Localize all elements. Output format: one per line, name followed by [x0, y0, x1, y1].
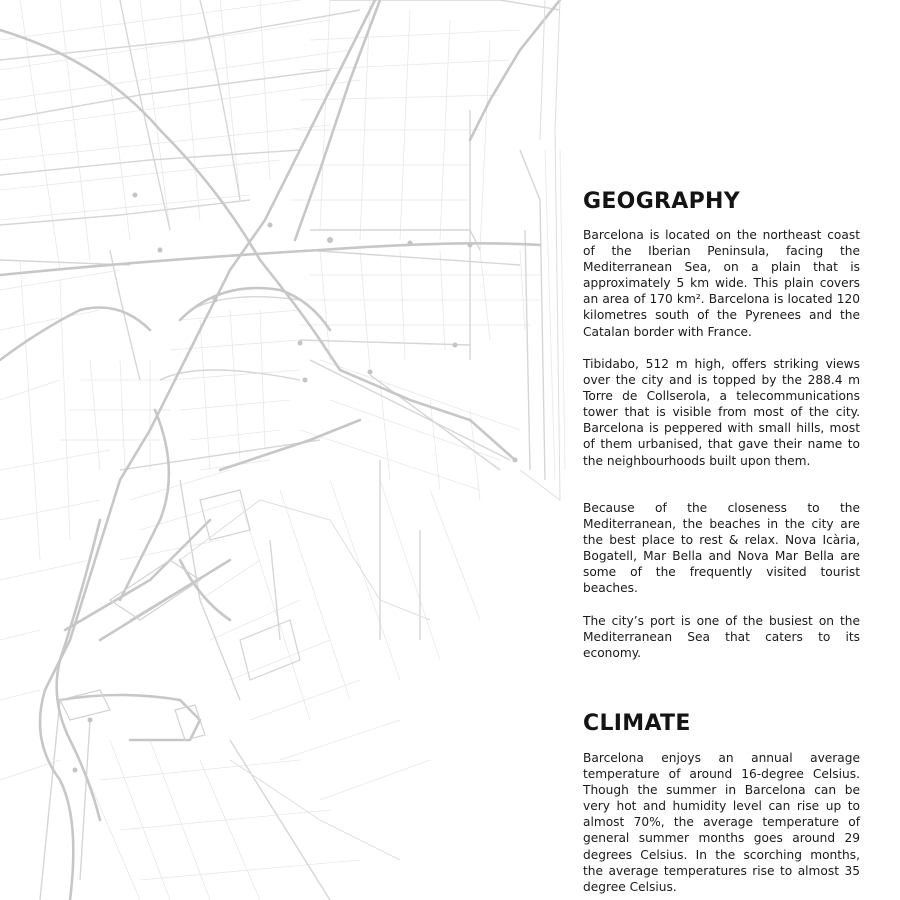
- climate-paragraph: Barcelona enjoys an annual average temperature of around 16-degree Celsius. Though the summer in Barcelona can be very hot and humidity level can rise up to almost 70%, the average temperature of general summer months goes around 29 degrees Celsius. In the scorching months, the average temperatures rise to almost 35 degree Celsius.: [583, 751, 860, 894]
- geography-paragraph-location: Barcelona is located on the northeast coast of the Iberian Peninsula, facing the Mediterranean Sea, on a plain that is approximately 5 km wide. This plain covers an area of 170 km². Barcelona is located 120 kilometres south of the Pyrenees and the Catalan border with France.: [583, 228, 860, 339]
- geography-paragraph-tibidabo: Tibidabo, 512 m high, offers striking views over the city and is topped by the 288.4 m Torre de Collserola, a telecommunications tower that is visible from most of the city. Barcelona is peppered with small hills, most of them urbanised, that gave their name to the neighbourhoods built upon them.: [583, 357, 860, 468]
- geography-paragraph-beaches: Because of the closeness to the Mediterranean, the beaches in the city are the best place to rest & relax. Nova Icària, Bogatell, Mar Bella and Nova Mar Bella are some of the frequently visited tourist beaches.: [583, 501, 860, 596]
- geography-heading: GEOGRAPHY: [583, 189, 740, 214]
- coastline: [180, 0, 560, 860]
- geography-paragraph-port: The city’s port is one of the busiest on the Mediterranean Sea that caters to its economy.: [583, 614, 860, 661]
- port-area: [60, 490, 300, 740]
- climate-heading: CLIMATE: [583, 711, 691, 736]
- junctions: [73, 193, 518, 773]
